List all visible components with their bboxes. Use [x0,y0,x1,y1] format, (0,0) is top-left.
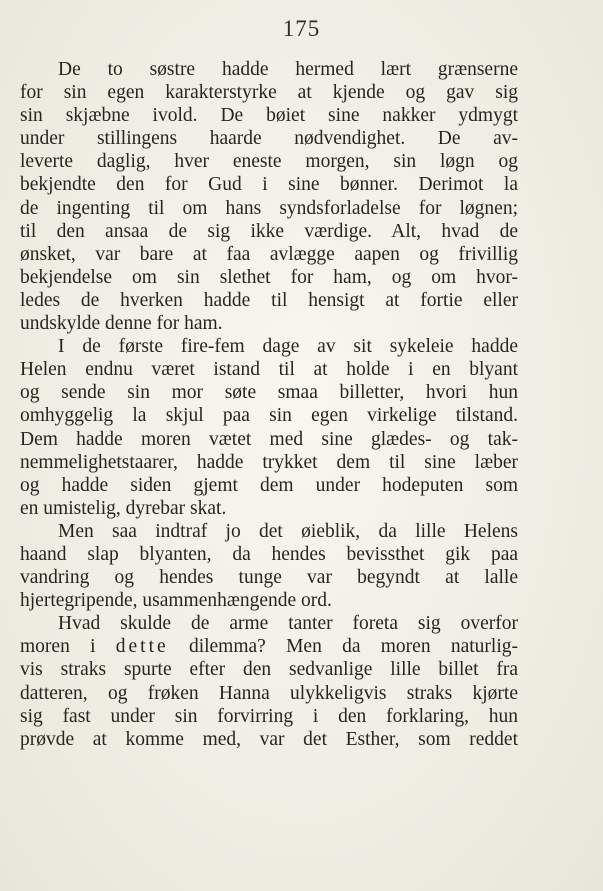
text-line: vis straks spurte efter den sedvanlige lille billet fra [20,659,518,681]
text-line: undskylde denne for ham. [20,313,223,335]
text-line: de ingenting til om hans syndsforladelse for løgnen; [20,197,518,219]
text-segment: moren i [20,636,116,658]
text-line: I de første fire-fem dage av sit sykeleie hadde [58,336,518,358]
text-line: en umistelig, dyrebar skat. [20,497,227,519]
text-line: leverte daglig, hver eneste morgen, sin løgn og [20,151,518,173]
text-line: haand slap blyanten, da hendes bevissthet gik paa [20,543,518,565]
text-line: og sende sin mor søte smaa billetter, hvori hun [20,382,518,404]
text-line: hjertegripende, usammenhængende ord. [20,590,332,612]
text-line: og hadde siden gjemt dem under hodeputen som [20,474,518,496]
text-line: sig fast under sin forvirring i den forklaring, hun [20,705,518,727]
text-line: Helen endnu været istand til at holde i en blyant [20,359,518,381]
text-line: til den ansaa de sig ikke værdige. Alt, hvad de [20,220,518,242]
text-segment: dilemma? Men da moren naturlig- [168,636,518,658]
text-line: bekjendte den for Gud i sine bønner. Derimot la [20,174,518,196]
text-line: ønsket, var bare at faa avlægge aapen og frivillig [20,243,518,265]
page-number: 175 [282,16,321,41]
text-line: vandring og hendes tunge var begyndt at lalle [20,567,518,589]
text-line: Dem hadde moren vætet med sine glædes- og tak- [20,428,518,450]
text-line-with-spaced-word [20,635,518,658]
text-line: prøvde at komme med, var det Esther, som reddet [20,728,518,750]
paragraph-1 [20,58,518,335]
paragraph-3 [20,520,518,612]
text-line: under stillingens haarde nødvendighet. De av- [20,128,518,150]
text-line: omhyggelig la skjul paa sin egen virkelige tilstand. [20,405,518,427]
text-line: nemmelighetstaarer, hadde trykket dem til sine læber [20,451,518,473]
text-line: De to søstre hadde hermed lært grænserne [58,59,518,80]
spaced-emphasis-word: dette [115,636,169,658]
text-line: ledes de hverken hadde til hensigt at fortie eller [20,289,518,311]
text-line: datteren, og frøken Hanna ulykkeligvis straks kjørte [20,682,518,704]
body-text [20,58,518,751]
text-line: bekjendelse om sin slethet for ham, og om hvor- [20,266,518,288]
paragraph-4 [20,612,518,751]
text-line: Men saa indtraf jo det øieblik, da lille Helens [58,520,518,542]
paragraph-2 [20,335,518,520]
text-line: sin skjæbne ivold. De bøiet sine nakker ydmygt [20,105,518,127]
text-line: Hvad skulde de arme tanter foreta sig overfor [58,613,518,635]
text-line: for sin egen karakterstyrke at kjende og gav sig [20,82,518,104]
